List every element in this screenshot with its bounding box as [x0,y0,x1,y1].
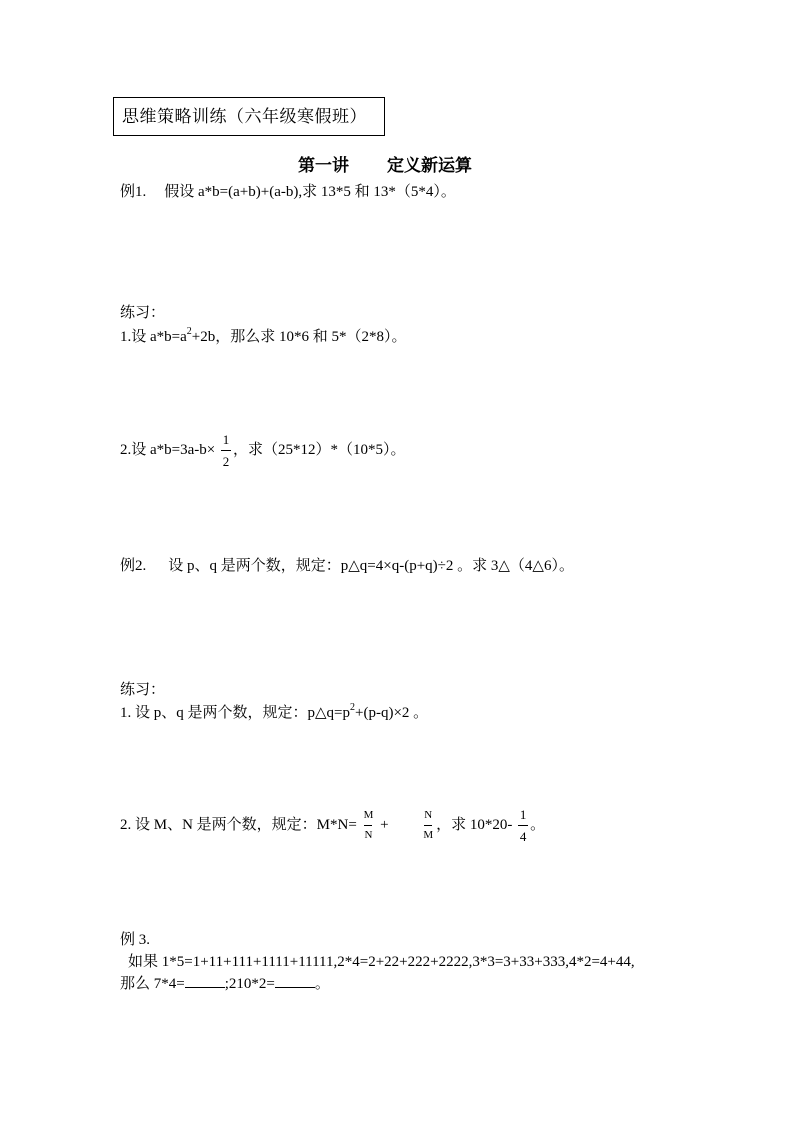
course-title-box: 思维策略训练（六年级寒假班） [113,97,385,136]
practice-1-question-2 [120,432,406,469]
answer-blank-1[interactable] [185,975,225,988]
practice-2-question-2 [120,807,545,844]
fraction-denominator: M [423,829,434,841]
practice-2-label: 练习： [120,682,166,698]
plus-sign: + [380,816,389,833]
practice-1-q1-rest: +2b，那么求 10*6 和 5*（2*8）。 [191,329,407,345]
example-2-label: 例2. [120,558,147,574]
lecture-number: 第一讲 [298,156,349,175]
fraction [363,809,375,842]
practice-2-q1-text: 1. 设 p、q 是两个数，规定：p△q=p [120,705,350,721]
fraction-numerator: 1 [222,432,230,447]
fraction-numerator: M [363,809,374,821]
fraction-denominator: 2 [222,454,230,469]
fraction-numerator: N [424,809,433,821]
example-3-line-1: 如果 1*5=1+11+111+1111+11111,2*4=2+22+222+2222,3*3=3+33+333,4*2=4+44, [128,954,635,970]
fraction-bar [221,450,231,451]
practice-2-q2-end: 。 [530,816,546,833]
fraction-bar [364,825,372,826]
example-3-line-2 [120,975,330,993]
example-1-text: 假设 a*b=(a+b)+(a-b),求 13*5 和 13*（5*4）。 [164,184,456,200]
fraction-denominator: N [364,829,373,841]
fraction-denominator: 4 [519,829,527,844]
example-1 [120,183,456,201]
fraction-numerator: 1 [519,807,527,822]
example-2 [120,557,574,575]
practice-1-q2-rest: ，求（25*12）*（10*5）。 [232,441,406,458]
example-3-text-c: 。 [314,976,330,992]
example-3-label: 例 3. [120,932,151,948]
lecture-heading [298,151,472,176]
practice-2-q2-mid: ，求 10*20- [436,816,513,833]
exponent: 2 [186,326,192,337]
practice-2-q1-rest: +(p-q)×2 。 [355,705,429,721]
practice-1-q2-text: 2.设 a*b=3a-b× [120,441,216,458]
fraction-bar [518,825,528,826]
example-3-text-a: 那么 7*4= [120,976,185,992]
lecture-topic: 定义新运算 [387,156,472,175]
exponent: 2 [350,702,355,713]
fraction [221,432,231,469]
practice-1-question-1 [120,328,407,346]
example-2-text: 设 p、q 是两个数，规定：p△q=4×q-(p+q)÷2 。求 3△（4△6）。 [168,558,574,574]
practice-2-q2-text: 2. 设 M、N 是两个数，规定：M*N= [120,816,357,833]
fraction [518,807,528,844]
example-3-text-b: ;210*2= [224,976,275,992]
fraction-bar [424,825,432,826]
practice-2-question-1 [120,704,428,722]
answer-blank-2[interactable] [275,975,315,988]
example-1-label: 例1. [120,184,147,200]
fraction [422,809,434,842]
practice-1-label: 练习： [120,305,166,321]
practice-1-q1-text: 1.设 a*b=a [120,329,187,345]
